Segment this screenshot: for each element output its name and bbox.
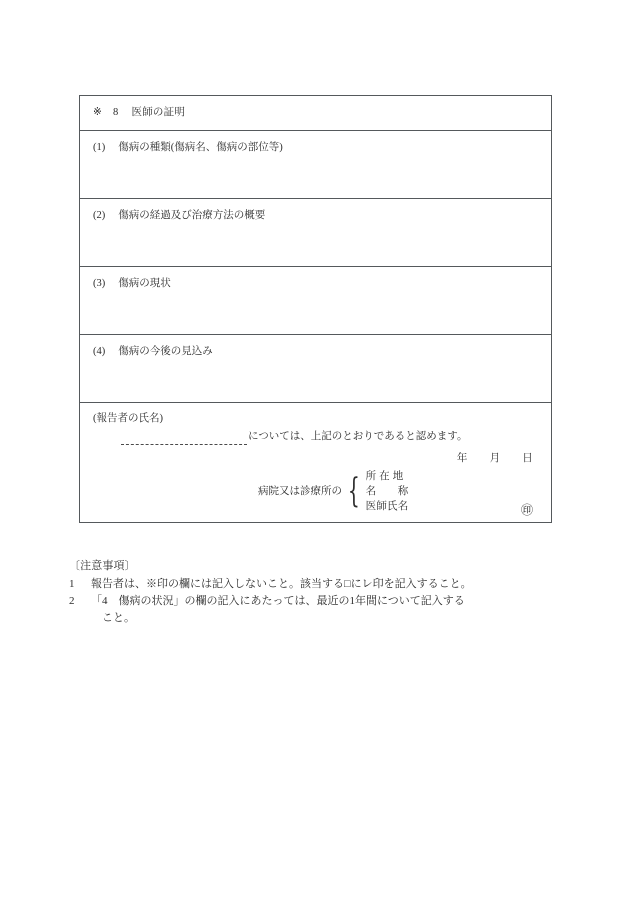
date-year-label: 年 [456,453,468,464]
medical-certification-table [79,95,552,523]
table-row [80,335,552,403]
date-day-label: 日 [522,453,533,464]
hospital-field-name[interactable]: 名 称 [365,486,409,497]
signature-cell [80,403,552,523]
note-item-2 [69,593,579,610]
section-mark: ※ [93,107,103,118]
note-text-2: 「4 傷病の状況」の欄の記入にあたっては、最近の1年間について記入する [91,595,465,608]
declaration-line [93,429,551,445]
notes-title: 〔注意事項〕 [69,560,136,572]
item-number-1: (1) [93,142,106,153]
table-row [80,131,552,199]
item-label-1: 傷病の種類(傷病名、傷病の部位等) [118,142,283,153]
note-text-2-continuation: こと。 [102,612,135,625]
note-text-1: 報告者は、※印の欄には記入しないこと。該当する□にレ印を記入すること。 [91,578,472,591]
item-label-4: 傷病の今後の見込み [118,346,213,357]
note-item-1 [69,576,579,593]
note-number-2: 2 [69,595,75,608]
notes-section [69,558,579,627]
item-number-2: (2) [93,210,106,221]
hospital-label: 病院又は診療所の [258,485,342,497]
section-header-cell [80,96,552,131]
item-cell-4[interactable] [80,335,552,403]
item-cell-2[interactable] [80,199,552,267]
item-label-3: 傷病の現状 [118,278,171,289]
hospital-field-address[interactable]: 所 在 地 [365,471,404,482]
section-title: 医師の証明 [131,107,186,118]
date-month-label: 月 [489,453,501,464]
table-row [80,199,552,267]
reporter-name-blank[interactable] [121,436,247,445]
item-label-2: 傷病の経過及び治療方法の概要 [118,210,266,221]
curly-brace-icon: { [347,470,360,511]
item-cell-3[interactable] [80,267,552,335]
section-number: 8 [113,107,119,118]
table-row-header [80,96,552,131]
declaration-text: については、上記のとおりであると認めます。 [248,430,468,442]
note-number-1: 1 [69,578,75,591]
table-row-signature [80,403,552,523]
hospital-field-doctor-name[interactable]: 医師氏名 [365,501,409,512]
table-row [80,267,552,335]
date-line[interactable] [457,451,533,467]
item-number-4: (4) [93,346,106,357]
item-number-3: (3) [93,278,106,289]
seal-icon: ㊞ [520,503,533,517]
item-cell-1[interactable] [80,131,552,199]
hospital-info-block [258,469,408,514]
reporter-name-label: (報告者の氏名) [93,413,163,424]
